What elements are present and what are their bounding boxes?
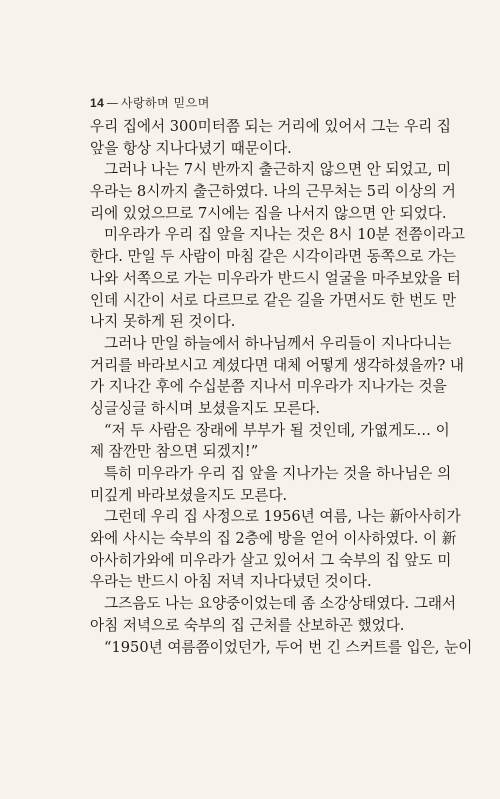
text-line: 거리를 바라보시고 계셨다면 대체 어떻게 생각하셨을까? 내 [90, 356, 465, 374]
text-line: 미깊게 바라보셨을지도 모른다. [90, 486, 288, 504]
header-dash: — [106, 96, 119, 110]
text-line: 나와 서쪽으로 가는 미우라가 반드시 얼굴을 마주보았을 터 [90, 269, 461, 287]
text-line: 인데 시간이 서로 다르므로 같은 길을 가면서도 한 번도 만 [90, 291, 456, 309]
running-title: 사랑하며 믿으며 [120, 96, 210, 110]
text-line: “저 두 사람은 장래에 부부가 될 것인데, 가엾게도… 이 [104, 421, 450, 439]
text-line: 제 잠깐만 참으면 되겠지!” [90, 443, 259, 461]
text-line: 나지 못하게 된 것이다. [90, 313, 236, 331]
text-line: “1950년 여름쯤이었던가, 두어 번 긴 스커트를 입은, 눈이 [104, 638, 473, 656]
text-line: 한다. 만일 두 사람이 마침 같은 시각이라면 동쪽으로 가는 [90, 248, 456, 266]
text-line: 그런데 우리 집 사정으로 1956년 여름, 나는 新아사히가 [104, 508, 461, 526]
text-line: 미우라가 우리 집 앞을 지나는 것은 8시 10분 전쯤이라고 [104, 226, 466, 244]
running-header [90, 94, 210, 111]
text-line: 가 지나간 후에 수십분쯤 지나서 미우라가 지나가는 것을 [90, 378, 447, 396]
text-line: 앞을 항상 지나다녔기 때문이다. [90, 139, 292, 157]
text-line: 특히 미우라가 우리 집 앞을 지나가는 것을 하나님은 의 [104, 465, 452, 482]
text-line: 아침 저녁으로 숙부의 집 근처를 산보하곤 했었다. [90, 616, 405, 634]
text-line: 그러나 나는 7시 반까지 출근하지 않으면 안 되었고, 미 [104, 161, 452, 179]
text-line: 리에 있었으므로 7시에는 집을 나서지 않으면 안 되었다. [90, 204, 447, 222]
page-number: 14 [90, 96, 105, 110]
text-line: 우라는 8시까지 출근하였다. 나의 근무처는 5리 이상의 거 [90, 183, 456, 201]
body-text [90, 116, 473, 658]
text-line: 그즈음도 나는 요양중이었는데 좀 소강상태였다. 그래서 [104, 595, 457, 613]
text-line: 그러나 만일 하늘에서 하나님께서 우리들이 지나다니는 [104, 334, 452, 352]
text-line: 아사히가와에 미우라가 살고 있어서 그 숙부의 집 앞도 미 [90, 551, 452, 569]
text-line: 우라는 반드시 아침 저녁 지나다녔던 것이다. [90, 573, 372, 591]
text-line: 와에 사시는 숙부의 집 2층에 방을 얻어 이사하였다. 이 新 [90, 530, 457, 548]
text-line: 싱글싱글 하시며 보셨을지도 모른다. [90, 399, 321, 417]
text-line: 우리 집에서 300미터쯤 되는 거리에 있어서 그는 우리 집 [90, 118, 452, 135]
